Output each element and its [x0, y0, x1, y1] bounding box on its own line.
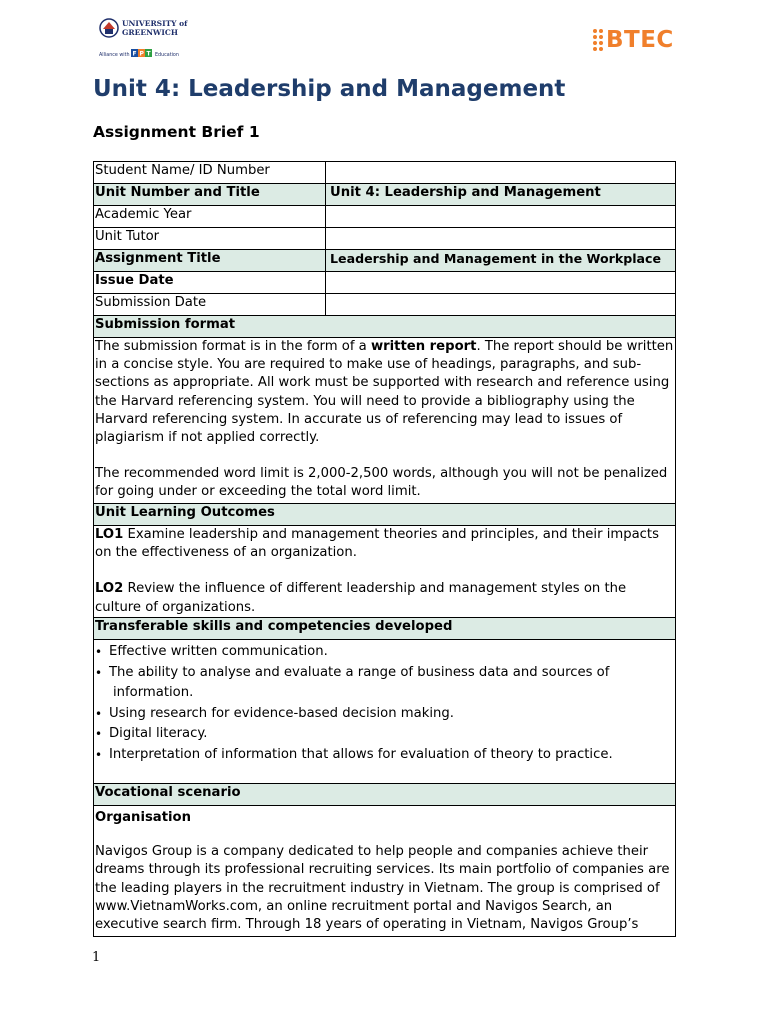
list-item: • Using research for evidence-based decision making.: [95, 704, 674, 725]
table-row: [94, 272, 676, 294]
skills-list: [95, 642, 674, 766]
written-report-emphasis: written report: [370, 339, 477, 354]
table-row: [94, 184, 676, 206]
text-span: The submission format is in the form of a: [95, 339, 371, 354]
table-row: [94, 228, 676, 250]
issue-date-label: Issue Date: [94, 272, 326, 294]
assignment-title-value: Leadership and Management in the Workplace: [326, 250, 676, 272]
university-logo: [98, 16, 196, 62]
learning-outcomes-body: [94, 526, 676, 618]
submission-format-paragraph-1: [95, 338, 674, 447]
academic-year-label: Academic Year: [94, 206, 326, 228]
svg-text:T: T: [146, 50, 151, 58]
text-span: . The report should be written in a concise style. You are required to make use of headings, paragraphs, and sub-sections as appropriate. All work must be supported with research and reference using the Harvard referencing system. You will need to provide a bibliography using the Harvard referencing system. In accurate us of referencing may lead to issues of plagiarism if not applied correctly.: [95, 339, 674, 446]
lo2-item: [95, 580, 674, 616]
submission-date-value: [326, 294, 676, 316]
submission-format-paragraph-2: The recommended word limit is 2,000-2,500 words, although you will not be penalized for going under or exceeding the total word limit.: [95, 466, 668, 500]
lo2-code: LO2: [95, 581, 124, 597]
page-title: Unit 4: Leadership and Management: [93, 76, 566, 102]
table-row: [94, 640, 676, 784]
list-item: • Digital literacy.: [95, 724, 674, 745]
learning-outcomes-heading: Unit Learning Outcomes: [94, 504, 676, 526]
svg-text:F: F: [132, 50, 137, 58]
skills-body: [94, 640, 676, 784]
list-item-line: The ability to analyse and evaluate a range of business data and sources of: [109, 664, 610, 680]
university-name-line2: GREENWICH: [122, 28, 178, 37]
assignment-title-label: Assignment Title: [94, 250, 326, 272]
section-header: [94, 784, 676, 806]
table-row: [94, 526, 676, 618]
unit-label: Unit Number and Title: [94, 184, 326, 206]
scenario-heading: Vocational scenario: [94, 784, 676, 806]
svg-text:P: P: [139, 50, 144, 58]
unit-tutor-label: Unit Tutor: [94, 228, 326, 250]
list-item: • Effective written communication.: [95, 642, 674, 663]
unit-tutor-value: [326, 228, 676, 250]
table-row: [94, 206, 676, 228]
submission-date-label: Submission Date: [94, 294, 326, 316]
lo1-code: LO1: [95, 527, 124, 542]
page-number: 1: [92, 950, 101, 965]
table-row: [94, 806, 676, 937]
btec-label: BTEC: [606, 27, 674, 53]
table-row: [94, 294, 676, 316]
student-value: [326, 162, 676, 184]
issue-date-value: [326, 272, 676, 294]
submission-format-body: [94, 338, 676, 504]
section-header: [94, 504, 676, 526]
btec-logo: [592, 24, 674, 56]
skills-heading: Transferable skills and competencies developed: [94, 618, 676, 640]
section-header: [94, 316, 676, 338]
lo2-text: Review the influence of different leadership and management styles on the culture of organizations.: [95, 581, 627, 615]
organisation-heading: Organisation: [95, 810, 191, 825]
lo1-item: [95, 526, 674, 562]
table-row: [94, 162, 676, 184]
submission-format-heading: Submission format: [94, 316, 676, 338]
crest-icon: [98, 16, 196, 62]
list-item-line: information.: [113, 685, 194, 701]
assignment-brief-table: [93, 161, 676, 937]
scenario-text: Navigos Group is a company dedicated to help people and companies achieve their dreams through its professional recruiting services. Its main portfolio of companies are the leading players in the recruitment industry in Vietnam. The group is comprised of www.VietnamWorks.com, an online recruitment portal and Navigos Search, an executive search firm. Through 18 years of operating in Vietnam, Navigos Group’s: [95, 844, 670, 933]
scenario-body: [94, 806, 676, 937]
university-name-line1: UNIVERSITY of: [122, 19, 188, 28]
table-row: [94, 250, 676, 272]
unit-value: Unit 4: Leadership and Management: [326, 184, 676, 206]
student-label: Student Name/ ID Number: [94, 162, 326, 184]
academic-year-value: [326, 206, 676, 228]
section-header: [94, 618, 676, 640]
alliance-suffix: Education: [155, 53, 179, 58]
btec-dots-icon: [592, 27, 606, 53]
list-item: • Interpretation of information that allows for evaluation of theory to practice.: [95, 745, 674, 766]
page-subtitle: Assignment Brief 1: [93, 123, 260, 141]
lo1-text: Examine leadership and management theories and principles, and their impacts on the effectiveness of an organization.: [95, 527, 659, 561]
alliance-prefix: Alliance with: [99, 53, 130, 58]
table-row: [94, 338, 676, 504]
list-item: [95, 663, 674, 704]
